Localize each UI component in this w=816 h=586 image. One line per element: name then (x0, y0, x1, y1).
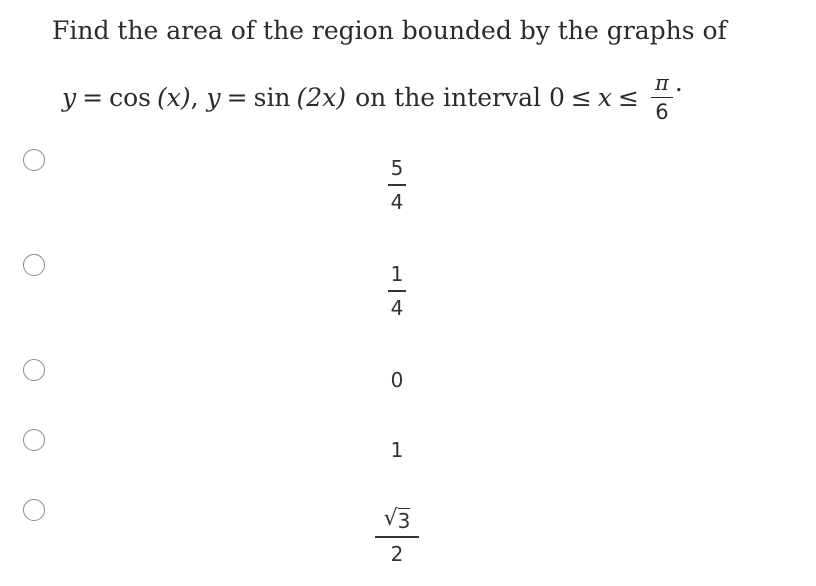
sin-function: sin (253, 83, 291, 112)
option-5-denominator: 2 (390, 541, 404, 566)
option-5-answer (372, 508, 422, 564)
le-sign-2: ≤ (617, 83, 639, 112)
option-1-answer (372, 158, 422, 212)
fraction-numerator: π (654, 70, 669, 95)
option-1-numerator: 5 (390, 156, 404, 180)
le-sign-1: ≤ (570, 83, 592, 112)
comma: , (190, 83, 199, 112)
period: . (674, 68, 683, 97)
pi-over-six-fraction (651, 70, 673, 125)
option-5-radicand: 3 (397, 509, 411, 533)
option-2-numerator: 1 (390, 262, 404, 286)
fraction-denominator: 6 (655, 100, 669, 125)
option-2-radio[interactable] (23, 254, 45, 276)
option-1-radio[interactable] (23, 149, 45, 171)
equals-sign-2: = (226, 83, 248, 112)
cos-argument: (x) (156, 83, 191, 112)
sqrt-radical-icon: √ (383, 506, 398, 531)
option-3-radio[interactable] (23, 359, 45, 381)
question-line-2 (62, 66, 683, 130)
option-5-radio[interactable] (23, 499, 45, 521)
option-3-value: 0 (390, 368, 404, 392)
equals-sign: = (82, 83, 104, 112)
question-text (52, 14, 772, 125)
interval-lower: 0 (548, 83, 565, 112)
interval-text: on the interval (355, 83, 541, 112)
var-y: y (62, 83, 77, 112)
option-2-denominator: 4 (390, 295, 404, 320)
option-3-answer (372, 370, 422, 390)
option-4-value: 1 (390, 438, 404, 462)
var-x: x (597, 83, 612, 112)
var-y-2: y (206, 83, 221, 112)
option-4-answer (372, 440, 422, 460)
option-1-denominator: 4 (390, 189, 404, 214)
question-line-1: Find the area of the region bounded by the graphs of (52, 16, 727, 45)
cos-function: cos (109, 83, 151, 112)
option-4-radio[interactable] (23, 429, 45, 451)
sin-argument: (2x) (296, 83, 347, 112)
option-2-answer (372, 264, 422, 318)
option-5-sqrt (384, 508, 411, 536)
